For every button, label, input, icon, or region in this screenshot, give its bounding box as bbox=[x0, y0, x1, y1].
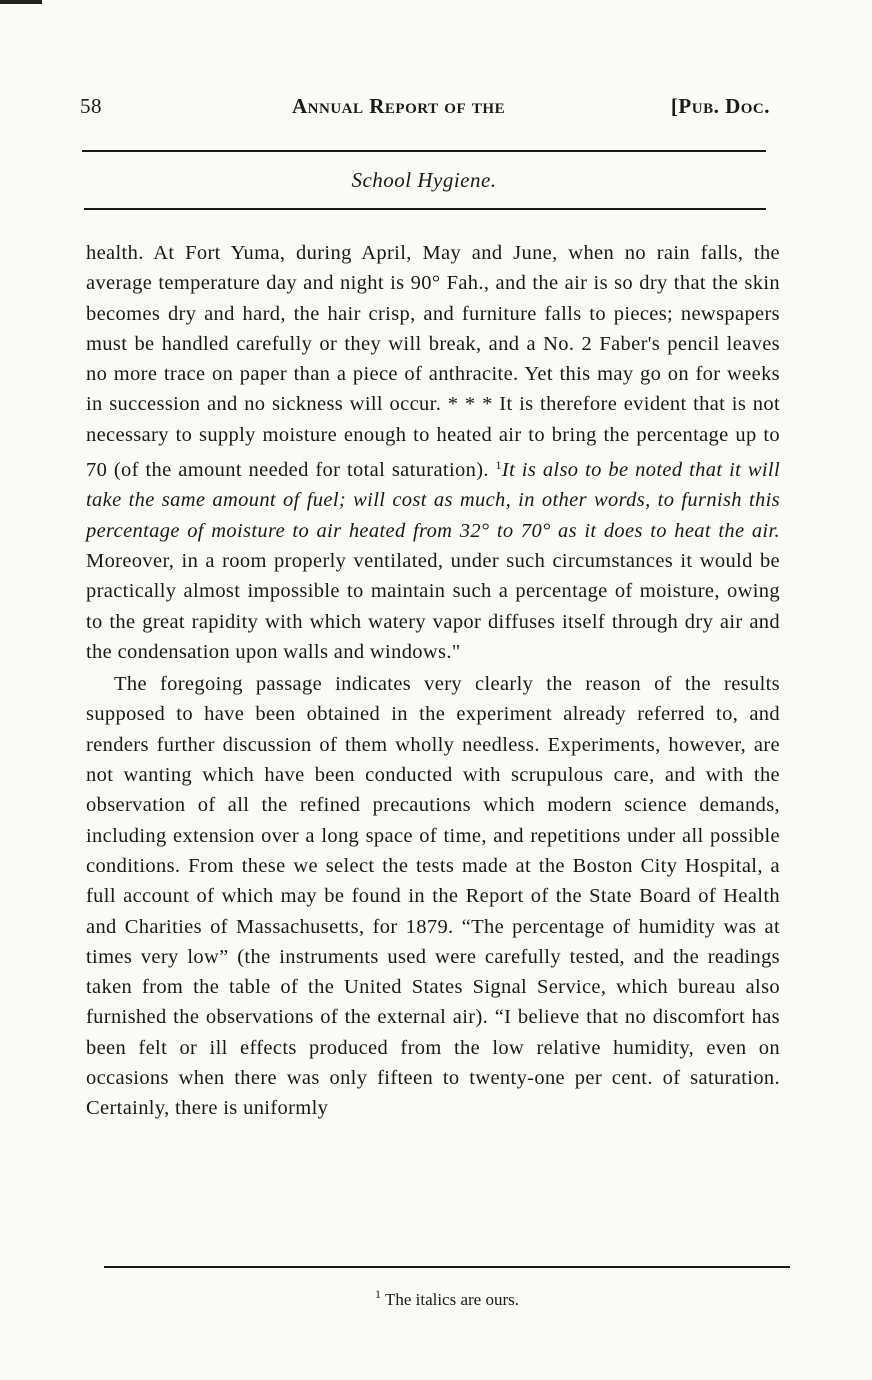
page-number: 58 bbox=[80, 94, 102, 118]
header-rule bbox=[82, 150, 766, 152]
running-title: Annual Report of the bbox=[292, 94, 506, 118]
scan-corner-mark bbox=[0, 0, 42, 4]
paragraph-text: Moreover, in a room properly ventilated, under such circumstances it would be practically almost impossible to maintain such a percentage of moisture, owing to the great rapidity with which watery vapor diffuses itself through dry air and the condensation upon walls and windows." bbox=[86, 549, 780, 663]
page-header bbox=[80, 94, 770, 130]
paragraph bbox=[86, 238, 780, 667]
section-title: School Hygiene. bbox=[351, 168, 497, 192]
footnote bbox=[104, 1287, 790, 1310]
paragraph-text: health. At Fort Yuma, during April, May and June, when no rain falls, the average temperature day and night is 90° Fah., and the air is so dry that the skin becomes dry and hard, the hair crisp, and furniture falls to pieces; newspapers must be handled carefully or they will break, and a No. 2 Faber's pencil leaves no more trace on paper than a piece of anthracite. Yet this may go on for weeks in succession and no sickness will occur. * * * It is therefore evident that is not necessary to supply moisture enough to heated air to bring the percentage up to 70 (of the amount needed for total saturation). bbox=[86, 242, 780, 482]
section-rule bbox=[84, 208, 766, 210]
body-text bbox=[86, 238, 780, 1124]
footnote-reference: 1 bbox=[495, 458, 502, 473]
footnote-text: The italics are ours. bbox=[384, 1290, 519, 1309]
italic-quote: It is also to be noted that it will take the same amount of fuel; will cost as much, in other words, to furnish this percentage of moisture to air heated from 32° to 70° as it does to heat the air. bbox=[86, 459, 780, 542]
footnote-rule bbox=[104, 1266, 790, 1268]
document-label: [Pub. Doc. bbox=[670, 94, 770, 118]
footnote-marker: 1 bbox=[374, 1287, 381, 1301]
paragraph: The foregoing passage indicates very clearly the reason of the results supposed to have been obtained in the experiment already referred to, and renders further discussion of them wholly needless. Experiments, however, are not wanting which have been conducted with scrupulous care, and with the observation of all the refined precautions which modern science demands, including extension over a long space of time, and repetitions under all possible conditions. From these we select the tests made at the Boston City Hospital, a full account of which may be found in the Report of the State Board of Health and Charities of Massachusetts, for 1879. “The percentage of humidity was at times very low” (the instruments used were carefully tested, and the readings taken from the table of the United States Signal Service, which bureau also furnished the observations of the external air). “I believe that no discomfort has been felt or ill effects produced from the low relative humidity, even on occasions when there was only fifteen to twenty-one per cent. of saturation. Certainly, there is uniformly bbox=[86, 673, 780, 1120]
